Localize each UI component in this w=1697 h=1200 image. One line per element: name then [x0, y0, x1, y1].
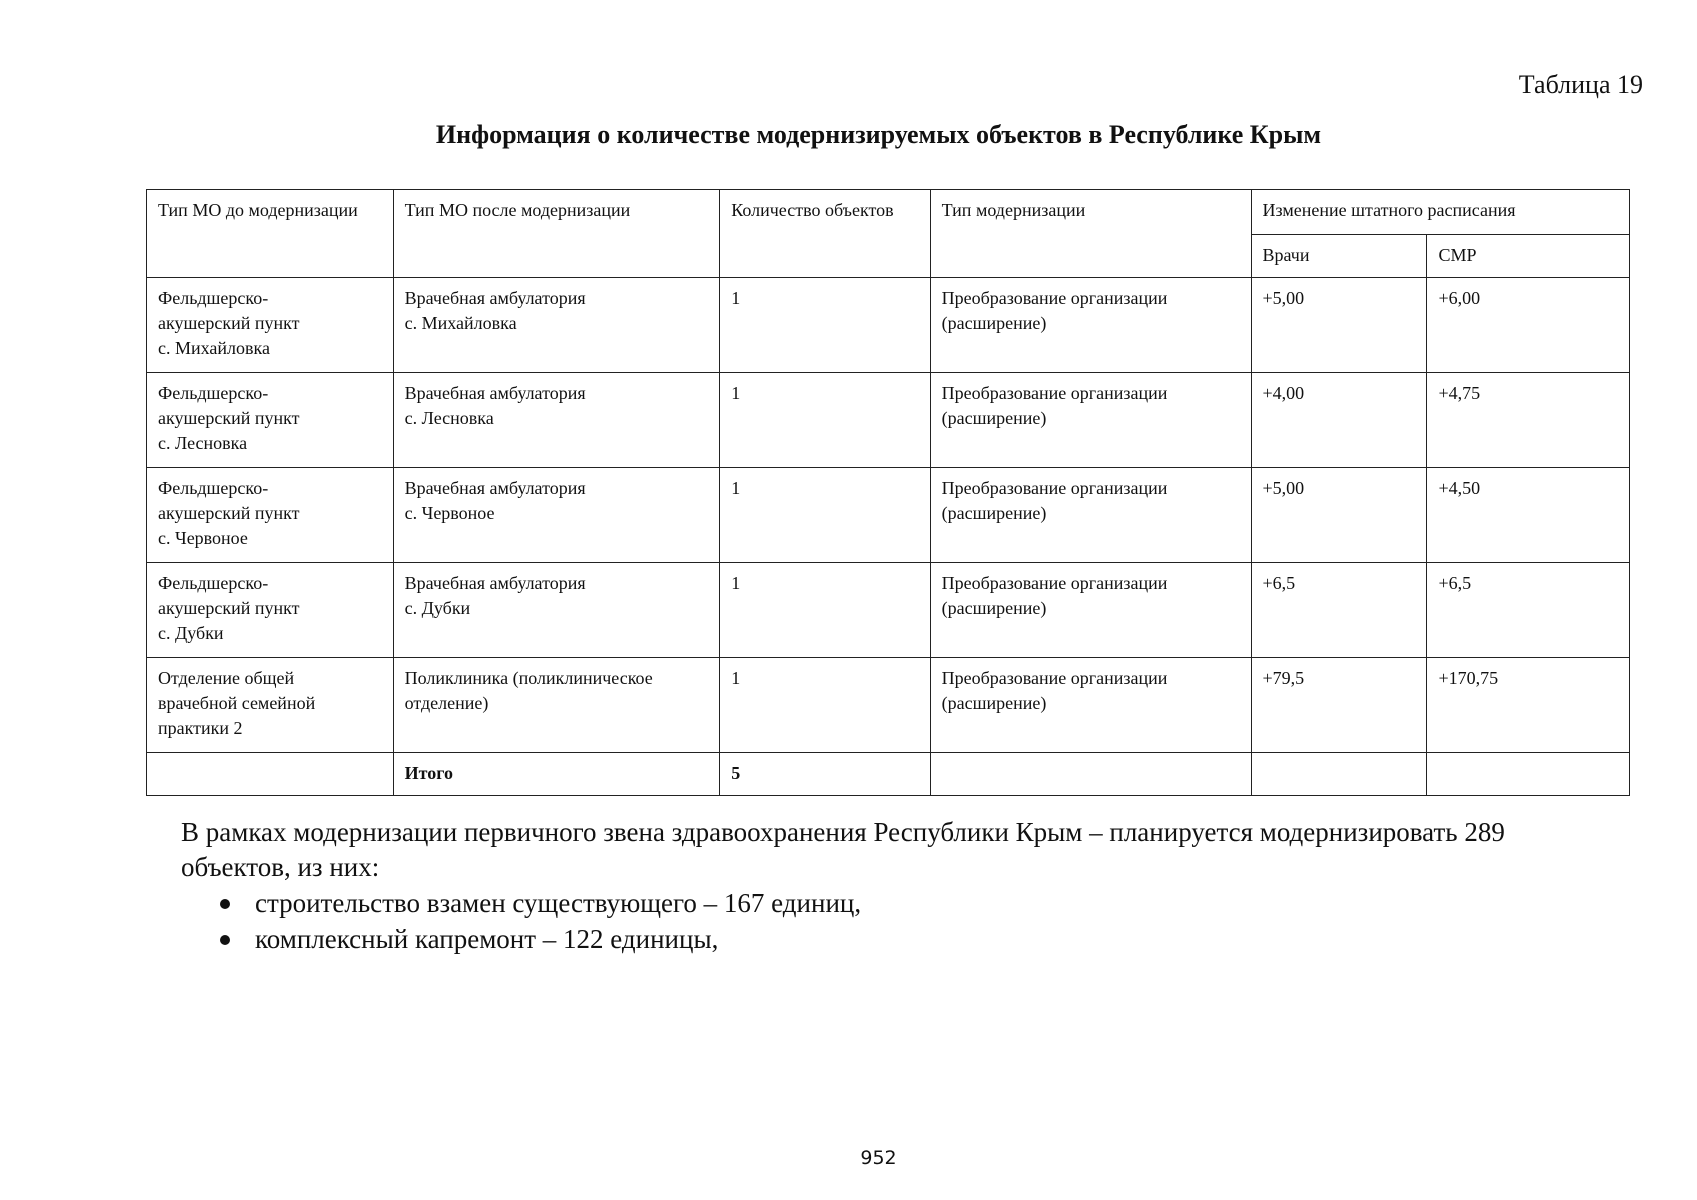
table-row: [147, 373, 1630, 468]
cell-line: акушерский пункт: [158, 408, 300, 428]
bullet-text: комплексный капремонт – 122 единицы,: [255, 924, 719, 954]
total-label: Итого: [393, 753, 720, 796]
cell-line: (расширение): [941, 408, 1047, 428]
table-number: Таблица 19: [1518, 70, 1643, 99]
cell-line: Преобразование организации: [941, 573, 1168, 593]
cell-line: акушерский пункт: [158, 313, 300, 333]
column-header-type-before: Тип МО до модернизации: [147, 190, 394, 278]
table-row: [147, 658, 1630, 753]
column-header-type-after: Тип МО после модернизации: [393, 190, 720, 278]
cell-count: 1: [720, 373, 930, 468]
bullet-text: строительство взамен существующего – 167 единиц,: [255, 888, 862, 918]
cell-type-after: [393, 468, 720, 563]
cell-line: (расширение): [941, 503, 1047, 523]
cell-modernization-type: [930, 658, 1251, 753]
cell-modernization-type: [930, 278, 1251, 373]
body-paragraph: В рамках модернизации первичного звена здравоохранения Республики Крым – планируется модернизировать 289 объектов, из них:: [181, 817, 1505, 882]
page-number: 952: [860, 1147, 897, 1169]
cell-modernization-type: [930, 563, 1251, 658]
cell-line: с. Дубки: [404, 598, 471, 618]
cell-line: с. Лесновка: [404, 408, 494, 428]
cell-line: с. Червоное: [158, 528, 248, 548]
total-empty-cell: [1251, 753, 1427, 796]
column-header-modernization-type: Тип модернизации: [930, 190, 1251, 278]
cell-line: (расширение): [941, 693, 1047, 713]
cell-doctors: +79,5: [1251, 658, 1427, 753]
cell-line: Поликлиника (поликлиническое: [404, 668, 653, 688]
cell-count: 1: [720, 658, 930, 753]
cell-line: отделение): [404, 693, 489, 713]
cell-line: Преобразование организации: [941, 288, 1168, 308]
cell-line: с. Дубки: [158, 623, 224, 643]
column-header-doctors: Врачи: [1251, 235, 1427, 278]
table-row: [147, 278, 1630, 373]
cell-type-before: [147, 468, 394, 563]
cell-line: акушерский пункт: [158, 503, 300, 523]
total-empty-cell: [1427, 753, 1630, 796]
cell-line: с. Михайловка: [158, 338, 270, 358]
bullet-icon: [220, 935, 230, 945]
cell-modernization-type: [930, 468, 1251, 563]
document-title: Информация о количестве модернизируемых объектов в Республике Крым: [435, 120, 1322, 149]
cell-modernization-type: [930, 373, 1251, 468]
cell-smr: +6,00: [1427, 278, 1630, 373]
cell-line: Фельдшерско-: [158, 573, 269, 593]
cell-count: 1: [720, 278, 930, 373]
cell-type-after: [393, 563, 720, 658]
total-count: 5: [720, 753, 930, 796]
cell-smr: +4,50: [1427, 468, 1630, 563]
cell-doctors: +5,00: [1251, 468, 1427, 563]
column-header-count: Количество объектов: [720, 190, 930, 278]
cell-type-before: [147, 373, 394, 468]
column-header-staff-change: Изменение штатного расписания: [1251, 190, 1629, 235]
cell-type-after: [393, 278, 720, 373]
bullet-icon: [220, 899, 230, 909]
cell-doctors: +4,00: [1251, 373, 1427, 468]
cell-line: с. Михайловка: [404, 313, 517, 333]
cell-line: с. Лесновка: [158, 433, 248, 453]
cell-line: (расширение): [941, 313, 1047, 333]
cell-line: Отделение общей: [158, 668, 295, 688]
cell-line: с. Червоное: [404, 503, 495, 523]
table-header-row: [147, 190, 1630, 235]
cell-count: 1: [720, 563, 930, 658]
cell-doctors: +5,00: [1251, 278, 1427, 373]
table-row: [147, 468, 1630, 563]
cell-type-before: [147, 278, 394, 373]
cell-smr: +170,75: [1427, 658, 1630, 753]
cell-line: Фельдшерско-: [158, 478, 269, 498]
cell-line: Преобразование организации: [941, 668, 1168, 688]
cell-line: (расширение): [941, 598, 1047, 618]
column-header-smr: СМР: [1427, 235, 1630, 278]
cell-line: Преобразование организации: [941, 383, 1168, 403]
table-body: [147, 278, 1630, 796]
table-row: [147, 563, 1630, 658]
cell-line: Фельдшерско-: [158, 288, 269, 308]
cell-line: акушерский пункт: [158, 598, 300, 618]
cell-line: врачебной семейной: [158, 693, 316, 713]
cell-doctors: +6,5: [1251, 563, 1427, 658]
bullet-item: [200, 921, 861, 957]
table-total-row: [147, 753, 1630, 796]
cell-type-after: [393, 658, 720, 753]
cell-line: практики 2: [158, 718, 243, 738]
cell-line: Врачебная амбулатория: [404, 288, 586, 308]
cell-count: 1: [720, 468, 930, 563]
bullet-list: [200, 885, 861, 957]
cell-line: Преобразование организации: [941, 478, 1168, 498]
bullet-item: [200, 885, 861, 921]
cell-line: Врачебная амбулатория: [404, 383, 586, 403]
cell-smr: +6,5: [1427, 563, 1630, 658]
cell-line: Врачебная амбулатория: [404, 478, 586, 498]
total-empty-cell: [147, 753, 394, 796]
cell-type-after: [393, 373, 720, 468]
cell-line: Врачебная амбулатория: [404, 573, 586, 593]
cell-type-before: [147, 563, 394, 658]
modernization-table: [146, 189, 1630, 796]
total-empty-cell: [930, 753, 1251, 796]
cell-smr: +4,75: [1427, 373, 1630, 468]
cell-line: Фельдшерско-: [158, 383, 269, 403]
cell-type-before: [147, 658, 394, 753]
